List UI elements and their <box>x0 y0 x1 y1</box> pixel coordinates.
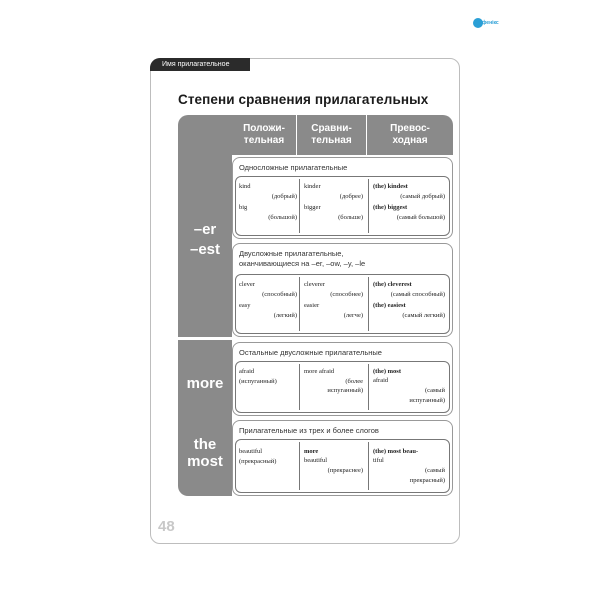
word: (the) kindest <box>373 183 408 190</box>
word: easy <box>239 302 251 309</box>
example-row <box>235 361 450 413</box>
translation: испуганный) <box>409 397 445 404</box>
word: kind <box>239 183 251 190</box>
translation: прекрасный) <box>409 477 445 484</box>
page-number: 48 <box>158 518 175 535</box>
group-two-syllable-er <box>232 243 453 337</box>
word: (the) easiest <box>373 302 406 309</box>
logo-text: фенікс <box>482 20 499 26</box>
word: easier <box>304 302 320 309</box>
cell-divider <box>299 277 300 331</box>
translation: (самый большой) <box>396 214 445 221</box>
word: more afraid <box>304 368 335 375</box>
cell-divider <box>368 442 369 490</box>
translation: (больше) <box>338 214 363 221</box>
group-title: Двусложные прилагательные, <box>239 249 344 258</box>
sidebar-more-most <box>178 340 232 496</box>
group-title: Остальные двусложные прилагательные <box>239 348 382 357</box>
column-header-superlative: Превос- ходная <box>367 115 453 155</box>
cell-divider <box>368 179 369 233</box>
word: tiful <box>373 457 384 464</box>
cell-divider <box>299 442 300 490</box>
word: clever <box>239 281 255 288</box>
translation: (более <box>345 378 363 385</box>
example-row <box>235 274 450 334</box>
translation: (способный) <box>262 291 297 298</box>
group-title: Односложные прилагательные <box>239 163 348 172</box>
column-header-comparative: Сравни- тельная <box>297 115 366 155</box>
example-row <box>235 439 450 493</box>
word: (the) most beau- <box>373 448 419 455</box>
translation: испуганный) <box>327 387 363 394</box>
translation: (прекрасный) <box>239 458 277 465</box>
word: kinder <box>304 183 321 190</box>
sidebar-er-est <box>178 115 232 337</box>
sidebar-label-est: –est <box>189 241 221 258</box>
word: more <box>304 448 319 455</box>
sidebar-label-the: the <box>193 436 217 453</box>
translation: (самый добрый) <box>400 193 445 200</box>
translation: (добрее) <box>339 193 363 200</box>
group-two-syllable-other <box>232 342 453 416</box>
word: afraid <box>373 377 389 384</box>
word: big <box>239 204 248 211</box>
cell-divider <box>299 364 300 410</box>
word: (the) biggest <box>373 204 408 211</box>
translation: (способнее) <box>330 291 363 298</box>
section-label: Имя прилагательное <box>150 58 250 71</box>
translation: (самый <box>425 467 445 474</box>
column-header-positive: Положи- тельная <box>232 115 296 155</box>
translation: (прекраснее) <box>327 467 363 474</box>
word: bigger <box>304 204 321 211</box>
cell-divider <box>368 277 369 331</box>
word: (the) most <box>373 368 401 375</box>
word: beautiful <box>239 448 263 455</box>
page-title: Степени сравнения прилагательных <box>178 92 429 107</box>
translation: (большой) <box>268 214 297 221</box>
sidebar-label-most: most <box>187 453 223 470</box>
sidebar-label-more: more <box>186 375 224 392</box>
word: (the) cleverest <box>373 281 412 288</box>
translation: (самый легкий) <box>402 312 445 319</box>
example-row <box>235 176 450 236</box>
translation: (легкий) <box>273 312 297 319</box>
translation: (самый способный) <box>390 291 445 298</box>
translation: (легче) <box>343 312 363 319</box>
group-title: Прилагательные из трех и более слогов <box>239 426 379 435</box>
group-title: оканчивающиеся на –er, –ow, –y, –le <box>239 259 366 268</box>
cell-divider <box>299 179 300 233</box>
translation: (самый <box>425 387 445 394</box>
publisher-logo <box>473 18 499 30</box>
word: cleverer <box>304 281 325 288</box>
group-three-syllable <box>232 420 453 496</box>
cell-divider <box>368 364 369 410</box>
word: beautiful <box>304 457 328 464</box>
translation: (добрый) <box>271 193 297 200</box>
sidebar-label-er: –er <box>193 221 217 238</box>
group-one-syllable <box>232 157 453 239</box>
word: afraid <box>239 368 255 375</box>
translation: (испуганный) <box>239 378 277 385</box>
